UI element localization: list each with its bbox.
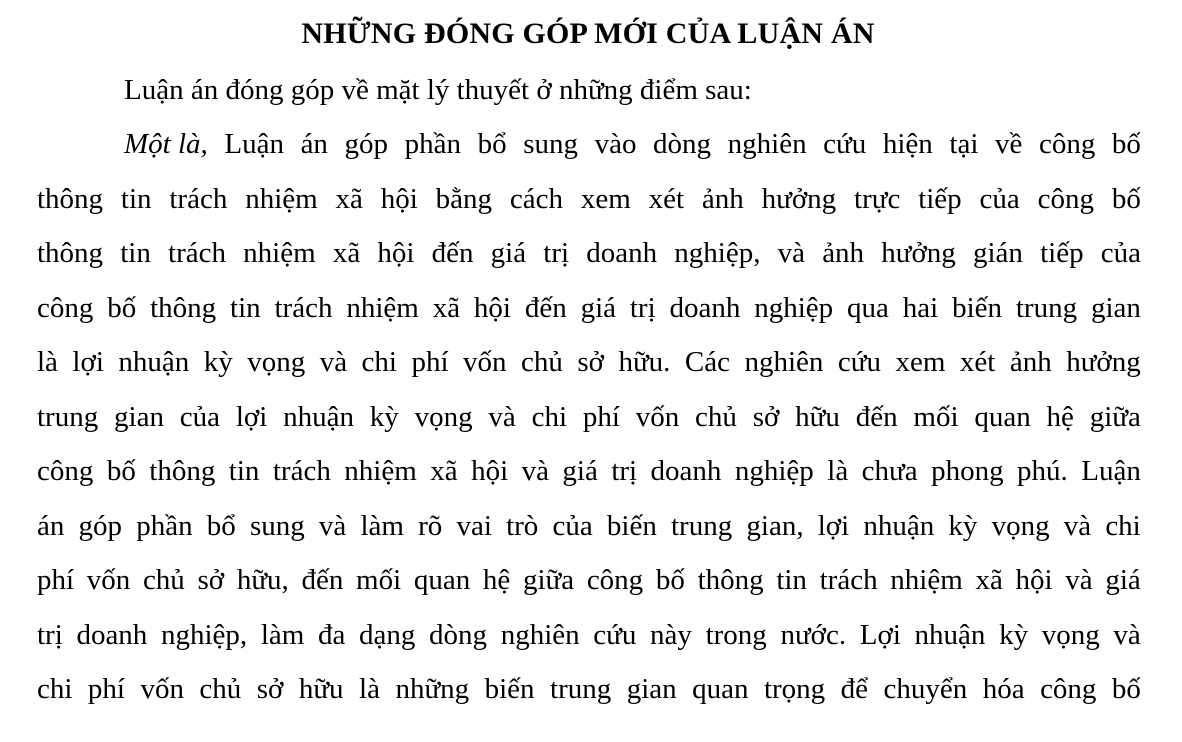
word: chi — [37, 673, 73, 705]
word: góp — [78, 509, 123, 542]
word: gian, — [746, 509, 804, 542]
word: của — [979, 182, 1020, 215]
word: kỳ — [369, 400, 399, 433]
line-text — [37, 560, 1141, 600]
word: cách — [509, 182, 563, 215]
word: bổ — [206, 509, 236, 542]
word: hóa — [982, 673, 1025, 705]
word: án — [300, 128, 328, 160]
word: trung — [550, 673, 612, 705]
paragraph-line — [37, 506, 1141, 561]
word: nhiệm — [243, 237, 316, 269]
word: hội — [471, 455, 509, 487]
word: nhiệm — [245, 182, 318, 215]
word: công — [37, 291, 94, 324]
word: phí — [37, 564, 75, 596]
word: dòng — [653, 128, 712, 160]
line-text — [37, 179, 1141, 219]
line-text — [37, 506, 1141, 546]
word: mối — [913, 400, 959, 433]
paragraph-line — [37, 560, 1141, 615]
word: vốn — [463, 346, 507, 378]
word: thông — [149, 455, 216, 487]
word: bố — [106, 455, 136, 487]
word: hội — [377, 237, 415, 269]
word: tiếp — [1040, 237, 1084, 269]
word: vốn — [140, 673, 184, 705]
word: và — [777, 237, 806, 269]
word: đến — [524, 291, 567, 324]
word: sở — [577, 346, 604, 378]
word: phí — [582, 400, 620, 433]
word: hưởng — [881, 237, 956, 269]
word: và — [1065, 564, 1093, 596]
word: là — [827, 455, 849, 487]
word: sung — [249, 509, 305, 542]
word: nhiệm — [346, 291, 419, 324]
word: giá — [1105, 564, 1141, 596]
word: xem — [580, 182, 631, 215]
word: nghiên — [500, 618, 580, 651]
word: xã — [332, 237, 361, 269]
section-heading: NHỮNG ĐÓNG GÓP MỚI CỦA LUẬN ÁN — [301, 17, 875, 50]
word: chuyển — [883, 673, 968, 705]
paragraph-line — [37, 124, 1141, 179]
line-text — [37, 288, 1141, 328]
word: dạng — [359, 618, 416, 651]
word: lợi — [817, 509, 850, 542]
word: bố — [1111, 182, 1141, 215]
word: hữu — [795, 400, 840, 433]
line-text — [37, 233, 1141, 273]
paragraph-line — [37, 288, 1141, 343]
word: nghiệp, — [674, 237, 761, 269]
word: doanh — [650, 455, 722, 487]
word: biến — [484, 673, 535, 705]
word: và — [488, 400, 516, 433]
word: để — [840, 673, 869, 705]
word: quan — [974, 400, 1031, 433]
word: hữu, — [236, 564, 289, 596]
word: nghiệp, — [160, 618, 248, 651]
word: trọng — [763, 673, 826, 705]
word: bố — [1111, 128, 1141, 160]
word: tiếp — [918, 182, 962, 215]
word: phần — [404, 128, 461, 160]
word: giá — [562, 455, 598, 487]
word: tin — [230, 291, 261, 324]
word: những — [395, 673, 470, 705]
word: phí — [87, 673, 125, 705]
word: thông — [37, 182, 104, 215]
word: ảnh — [1009, 346, 1052, 378]
word: gian — [626, 673, 677, 705]
word: nhiệm — [890, 564, 963, 596]
paragraph-lead: Một là, — [124, 128, 208, 160]
word: hội — [380, 182, 418, 215]
word: quan — [692, 673, 749, 705]
word: tin — [228, 455, 260, 487]
paragraph-line — [37, 397, 1141, 452]
word: chủ — [695, 400, 737, 433]
word: giá — [490, 237, 527, 269]
word: và — [318, 509, 347, 542]
word: hệ — [482, 564, 511, 596]
word: thông — [697, 564, 764, 596]
word: vọng — [247, 346, 306, 378]
word: nghiệp — [734, 455, 814, 487]
word: lợi — [72, 346, 104, 378]
word: tại — [949, 128, 979, 160]
word: giá — [580, 291, 617, 324]
word: và — [1113, 618, 1141, 651]
word: gian — [114, 400, 164, 433]
word: rõ — [418, 509, 443, 542]
word: bố — [1111, 673, 1141, 705]
word: hưởng — [1066, 346, 1141, 378]
word: trò — [506, 509, 539, 542]
word: về — [994, 128, 1023, 160]
word: trách — [819, 564, 878, 596]
word: sở — [256, 673, 284, 705]
word: trách — [168, 237, 226, 269]
word: nghiệp — [754, 291, 834, 324]
word: và — [1063, 509, 1092, 542]
word: Các — [684, 346, 731, 378]
word: bằng — [435, 182, 493, 215]
word: tin — [120, 182, 152, 215]
word: hữu — [298, 673, 344, 705]
word: nghiên — [744, 346, 824, 378]
word: hiện — [882, 128, 933, 160]
word: phí — [411, 346, 449, 378]
word: chủ — [199, 673, 242, 705]
word: xã — [335, 182, 363, 215]
word: ảnh — [701, 182, 744, 215]
word: nhuận — [118, 346, 190, 378]
line-text — [37, 451, 1141, 491]
word: cứu — [837, 346, 882, 378]
word: đến — [301, 564, 344, 596]
paragraph-line — [37, 233, 1141, 288]
word: hưởng — [761, 182, 837, 215]
word: giữa — [522, 564, 575, 596]
word: bố — [107, 291, 137, 324]
word: hai — [902, 291, 939, 324]
word: nhuận — [863, 509, 935, 542]
word: hội — [1015, 564, 1053, 596]
word: quan — [413, 564, 471, 596]
word: tin — [120, 237, 151, 269]
word: là — [37, 346, 58, 378]
word: vọng — [1041, 618, 1100, 651]
word: của — [1100, 237, 1141, 269]
word: trách — [274, 291, 333, 324]
word: Lợi — [859, 618, 901, 651]
word: trị — [629, 291, 656, 324]
word: phú. — [1017, 455, 1068, 487]
word: biến — [952, 291, 1003, 324]
paragraph-line — [37, 669, 1141, 724]
word: góp — [344, 128, 389, 160]
word: chủ — [142, 564, 185, 596]
word: Luận — [224, 128, 284, 160]
word: xét — [959, 346, 996, 378]
paragraph-line — [37, 451, 1141, 506]
word: công — [1038, 128, 1096, 160]
word: doanh — [586, 237, 658, 269]
word: nghiên — [727, 128, 807, 160]
word: xã — [975, 564, 1003, 596]
word: công — [586, 564, 644, 596]
word: cứu — [593, 618, 637, 651]
intro-sentence: Luận án đóng góp về mặt lý thuyết ở những điểm sau: — [124, 74, 752, 106]
line-text — [37, 615, 1141, 655]
word: Luận — [1081, 455, 1141, 487]
word: hội — [473, 291, 511, 324]
word: của — [552, 509, 593, 542]
line-text — [37, 342, 1141, 382]
word: sung — [523, 128, 578, 160]
word: đến — [855, 400, 898, 433]
word: trách — [169, 182, 228, 215]
word: trách — [272, 455, 331, 487]
word: đa — [317, 618, 346, 651]
word: nhuận — [283, 400, 354, 433]
word: bố — [655, 564, 685, 596]
word: là — [359, 673, 380, 705]
word: mối — [356, 564, 402, 596]
word: giữa — [1089, 400, 1141, 433]
word: xã — [432, 291, 461, 324]
word: trị — [37, 618, 63, 651]
word: xã — [430, 455, 458, 487]
word: sở — [752, 400, 780, 433]
paragraph-line — [37, 179, 1141, 234]
word: vọng — [991, 509, 1050, 542]
word: án — [37, 509, 65, 542]
line-text — [37, 397, 1141, 437]
word: chưa — [861, 455, 918, 487]
word: này — [650, 618, 692, 651]
word: xét — [648, 182, 685, 215]
word: vọng — [414, 400, 473, 433]
word: làm — [260, 618, 305, 651]
word: nhiệm — [344, 455, 417, 487]
word: nước. — [780, 618, 847, 651]
word: phong — [931, 455, 1004, 487]
word: kỳ — [948, 509, 978, 542]
word: phần — [136, 509, 193, 542]
word: thông — [150, 291, 217, 324]
word: xem — [895, 346, 946, 378]
word: vốn — [635, 400, 680, 433]
word: chi — [361, 346, 397, 378]
word: chi — [531, 400, 568, 433]
paragraph-line — [37, 342, 1141, 397]
word: biến — [606, 509, 657, 542]
word: cứu — [823, 128, 867, 160]
word: bổ — [477, 128, 507, 160]
word: hệ — [1046, 400, 1074, 433]
word: trung — [37, 400, 99, 433]
word: thông — [37, 237, 104, 269]
word: và — [521, 455, 549, 487]
word: vai — [456, 509, 492, 542]
paragraph-line — [37, 615, 1141, 670]
line-text — [37, 669, 1141, 709]
word: tin — [776, 564, 807, 596]
word: gian — [1090, 291, 1141, 324]
word: gián — [972, 237, 1023, 269]
word: trung — [671, 509, 733, 542]
word: nhuận — [914, 618, 986, 651]
word: công — [37, 455, 94, 487]
word: vào — [594, 128, 637, 160]
word: sở — [197, 564, 225, 596]
word: công — [1037, 182, 1094, 215]
word: kỳ — [999, 618, 1029, 651]
word: hữu. — [618, 346, 671, 378]
word: trị — [611, 455, 638, 487]
word: dòng — [429, 618, 488, 651]
word: ảnh — [822, 237, 865, 269]
word: kỳ — [203, 346, 233, 378]
word: của — [179, 400, 221, 433]
word: và — [319, 346, 348, 378]
word: chi — [1105, 509, 1141, 542]
word: làm — [360, 509, 404, 542]
word: vốn — [86, 564, 131, 596]
word: chủ — [521, 346, 563, 378]
word: doanh — [669, 291, 741, 324]
word: trực — [854, 182, 901, 215]
word: công — [1040, 673, 1097, 705]
body-paragraph — [37, 124, 1141, 724]
word: trị — [543, 237, 570, 269]
word: trong — [705, 618, 767, 651]
word: trung — [1015, 291, 1078, 324]
word: qua — [847, 291, 889, 324]
word: đến — [431, 237, 474, 269]
word: lợi — [235, 400, 268, 433]
word: doanh — [76, 618, 148, 651]
